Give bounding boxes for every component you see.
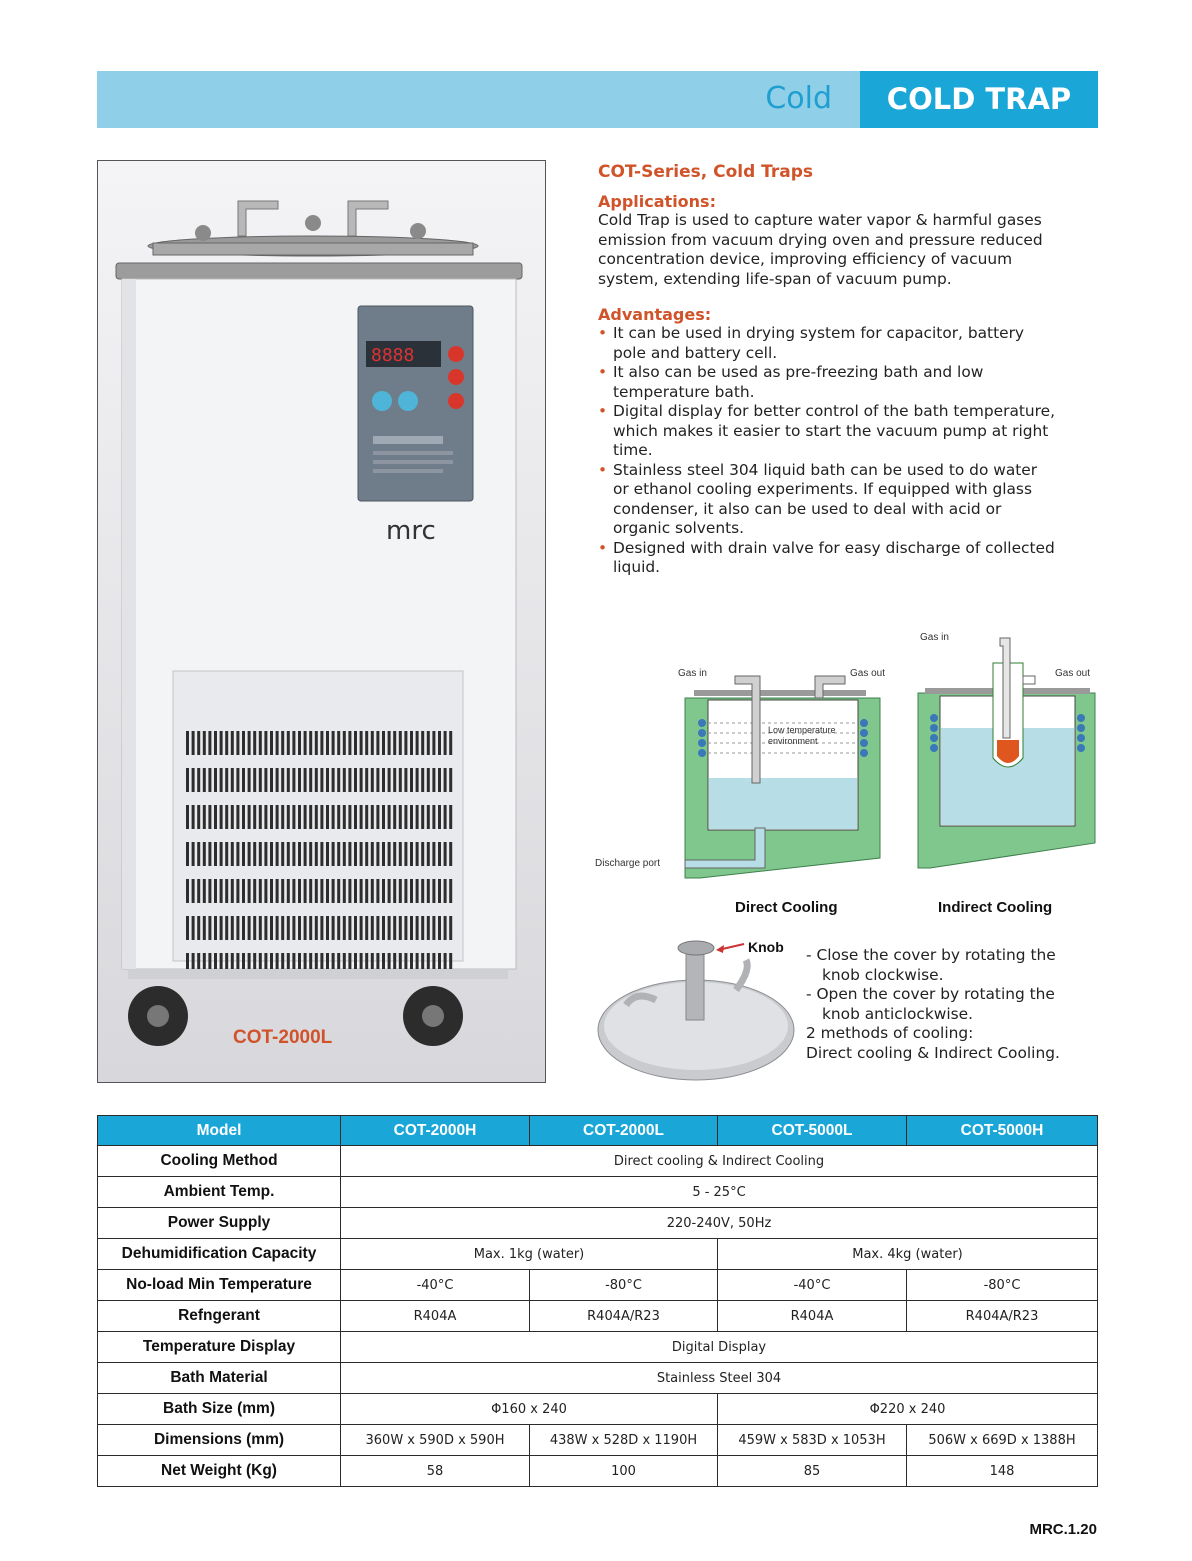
cold-trap-unit-illustration xyxy=(98,161,546,1083)
spec-table-body xyxy=(98,1146,1098,1487)
table-row xyxy=(98,1456,1098,1487)
direct-cooling-label: Direct Cooling xyxy=(735,899,838,916)
direct-cooling-diagram xyxy=(595,668,885,878)
table-cell: 58 xyxy=(341,1456,530,1487)
indirect-cooling-diagram xyxy=(918,632,1095,868)
gas-out-label: Gas out xyxy=(850,668,886,679)
table-header-cell: COT-2000H xyxy=(341,1116,530,1146)
table-cell: -80°C xyxy=(530,1270,718,1301)
table-row xyxy=(98,1394,1098,1425)
table-cell: R404A xyxy=(718,1301,907,1332)
list-item: • It also can be used as pre-freezing bath and low temperature bath. xyxy=(598,363,1103,402)
table-cell: 220-240V, 50Hz xyxy=(341,1208,1098,1239)
knob-instructions xyxy=(806,946,1106,1063)
table-row xyxy=(98,1425,1098,1456)
row-label: Bath Material xyxy=(98,1363,341,1394)
applications-text xyxy=(598,211,1103,289)
table-cell: R404A/R23 xyxy=(907,1301,1098,1332)
table-cell: 148 xyxy=(907,1456,1098,1487)
banner-category: Cold xyxy=(765,81,832,116)
indirect-cooling-label: Indirect Cooling xyxy=(938,899,1053,916)
open-instruction: - Open the cover by rotating the xyxy=(806,985,1055,1003)
methods-note: 2 methods of cooling: xyxy=(806,1024,974,1042)
table-header-cell: COT-5000H xyxy=(907,1116,1098,1146)
header-banner xyxy=(97,71,1098,128)
row-label: Net Weight (Kg) xyxy=(98,1456,341,1487)
table-cell: 85 xyxy=(718,1456,907,1487)
table-row xyxy=(98,1332,1098,1363)
row-label: Temperature Display xyxy=(98,1332,341,1363)
applications-line: emission from vacuum drying oven and pressure reduced xyxy=(598,230,1043,249)
table-header-cell: Model xyxy=(98,1116,341,1146)
table-row xyxy=(98,1177,1098,1208)
list-item: • Stainless steel 304 liquid bath can be used to do water or ethanol cooling experiments. If equipped with glass condenser, it also can be used to deal with acid or organic solvents. xyxy=(598,461,1103,539)
table-cell: 438W x 528D x 1190H xyxy=(530,1425,718,1456)
brand-logo: mrc xyxy=(386,516,436,546)
table-cell: Digital Display xyxy=(341,1332,1098,1363)
table-cell: 100 xyxy=(530,1456,718,1487)
close-instruction: knob clockwise. xyxy=(822,965,944,984)
table-header-cell: COT-2000L xyxy=(530,1116,718,1146)
row-label: Ambient Temp. xyxy=(98,1177,341,1208)
table-cell: 506W x 669D x 1388H xyxy=(907,1425,1098,1456)
table-cell: -40°C xyxy=(718,1270,907,1301)
table-row xyxy=(98,1146,1098,1177)
gas-in-label: Gas in xyxy=(678,668,707,679)
table-cell: Max. 4kg (water) xyxy=(718,1239,1098,1270)
applications-line: concentration device, improving efficiency of vacuum xyxy=(598,250,1013,268)
table-row xyxy=(98,1239,1098,1270)
methods-note: Direct cooling & Indirect Cooling. xyxy=(806,1043,1060,1062)
row-label: Bath Size (mm) xyxy=(98,1394,341,1425)
spec-table xyxy=(97,1115,1098,1487)
description-column xyxy=(598,160,1103,578)
table-cell: -80°C xyxy=(907,1270,1098,1301)
lid-knob-illustration xyxy=(596,930,806,1090)
page-number: MRC.1.20 xyxy=(1029,1521,1097,1538)
gas-out-label: Gas out xyxy=(1055,668,1091,679)
list-item: • Digital display for better control of the bath temperature, which makes it easier to start the vacuum pump at right time. xyxy=(598,402,1103,461)
open-instruction: knob anticlockwise. xyxy=(822,1004,974,1023)
table-row xyxy=(98,1270,1098,1301)
applications-line: Cold Trap is used to capture water vapor & harmful gases xyxy=(598,211,1042,229)
row-label: No-load Min Temperature xyxy=(98,1270,341,1301)
table-cell: 459W x 583D x 1053H xyxy=(718,1425,907,1456)
table-row xyxy=(98,1363,1098,1394)
table-cell: Φ160 x 240 xyxy=(341,1394,718,1425)
discharge-port-label: Discharge port xyxy=(595,858,661,869)
row-label: Dehumidification Capacity xyxy=(98,1239,341,1270)
product-photo xyxy=(97,160,546,1083)
table-cell: Φ220 x 240 xyxy=(718,1394,1098,1425)
gas-in-label: Gas in xyxy=(920,632,949,643)
row-label: Power Supply xyxy=(98,1208,341,1239)
cooling-diagram-svg xyxy=(590,628,1100,928)
table-header-cell: COT-5000L xyxy=(718,1116,907,1146)
banner-title: COLD TRAP xyxy=(860,71,1098,128)
list-item: • It can be used in drying system for capacitor, battery pole and battery cell. xyxy=(598,324,1103,363)
advantages-list xyxy=(598,324,1103,578)
table-header-row xyxy=(98,1116,1098,1146)
row-label: Refngerant xyxy=(98,1301,341,1332)
table-cell: 360W x 590D x 590H xyxy=(341,1425,530,1456)
row-label: Dimensions (mm) xyxy=(98,1425,341,1456)
table-cell: 5 - 25°C xyxy=(341,1177,1098,1208)
table-cell: R404A/R23 xyxy=(530,1301,718,1332)
table-cell: Stainless Steel 304 xyxy=(341,1363,1098,1394)
cooling-diagrams xyxy=(590,628,1100,928)
table-cell: Direct cooling & Indirect Cooling xyxy=(341,1146,1098,1177)
advantages-heading: Advantages: xyxy=(598,305,712,324)
table-row xyxy=(98,1208,1098,1239)
table-cell: R404A xyxy=(341,1301,530,1332)
applications-heading: Applications: xyxy=(598,192,716,211)
list-item: • Designed with drain valve for easy discharge of collected liquid. xyxy=(598,539,1103,578)
svg-text:8888: 8888 xyxy=(371,345,415,366)
series-title: COT-Series, Cold Traps xyxy=(598,162,814,182)
table-cell: Max. 1kg (water) xyxy=(341,1239,718,1270)
close-instruction: - Close the cover by rotating the xyxy=(806,946,1056,964)
low-temp-label: Low temperature xyxy=(768,725,836,735)
low-temp-label: environment xyxy=(768,736,818,746)
applications-line: system, extending life-span of vacuum pump. xyxy=(598,269,952,288)
table-row xyxy=(98,1301,1098,1332)
model-caption: COT-2000L xyxy=(233,1027,333,1048)
row-label: Cooling Method xyxy=(98,1146,341,1177)
knob-label: Knob xyxy=(748,939,784,955)
table-cell: -40°C xyxy=(341,1270,530,1301)
